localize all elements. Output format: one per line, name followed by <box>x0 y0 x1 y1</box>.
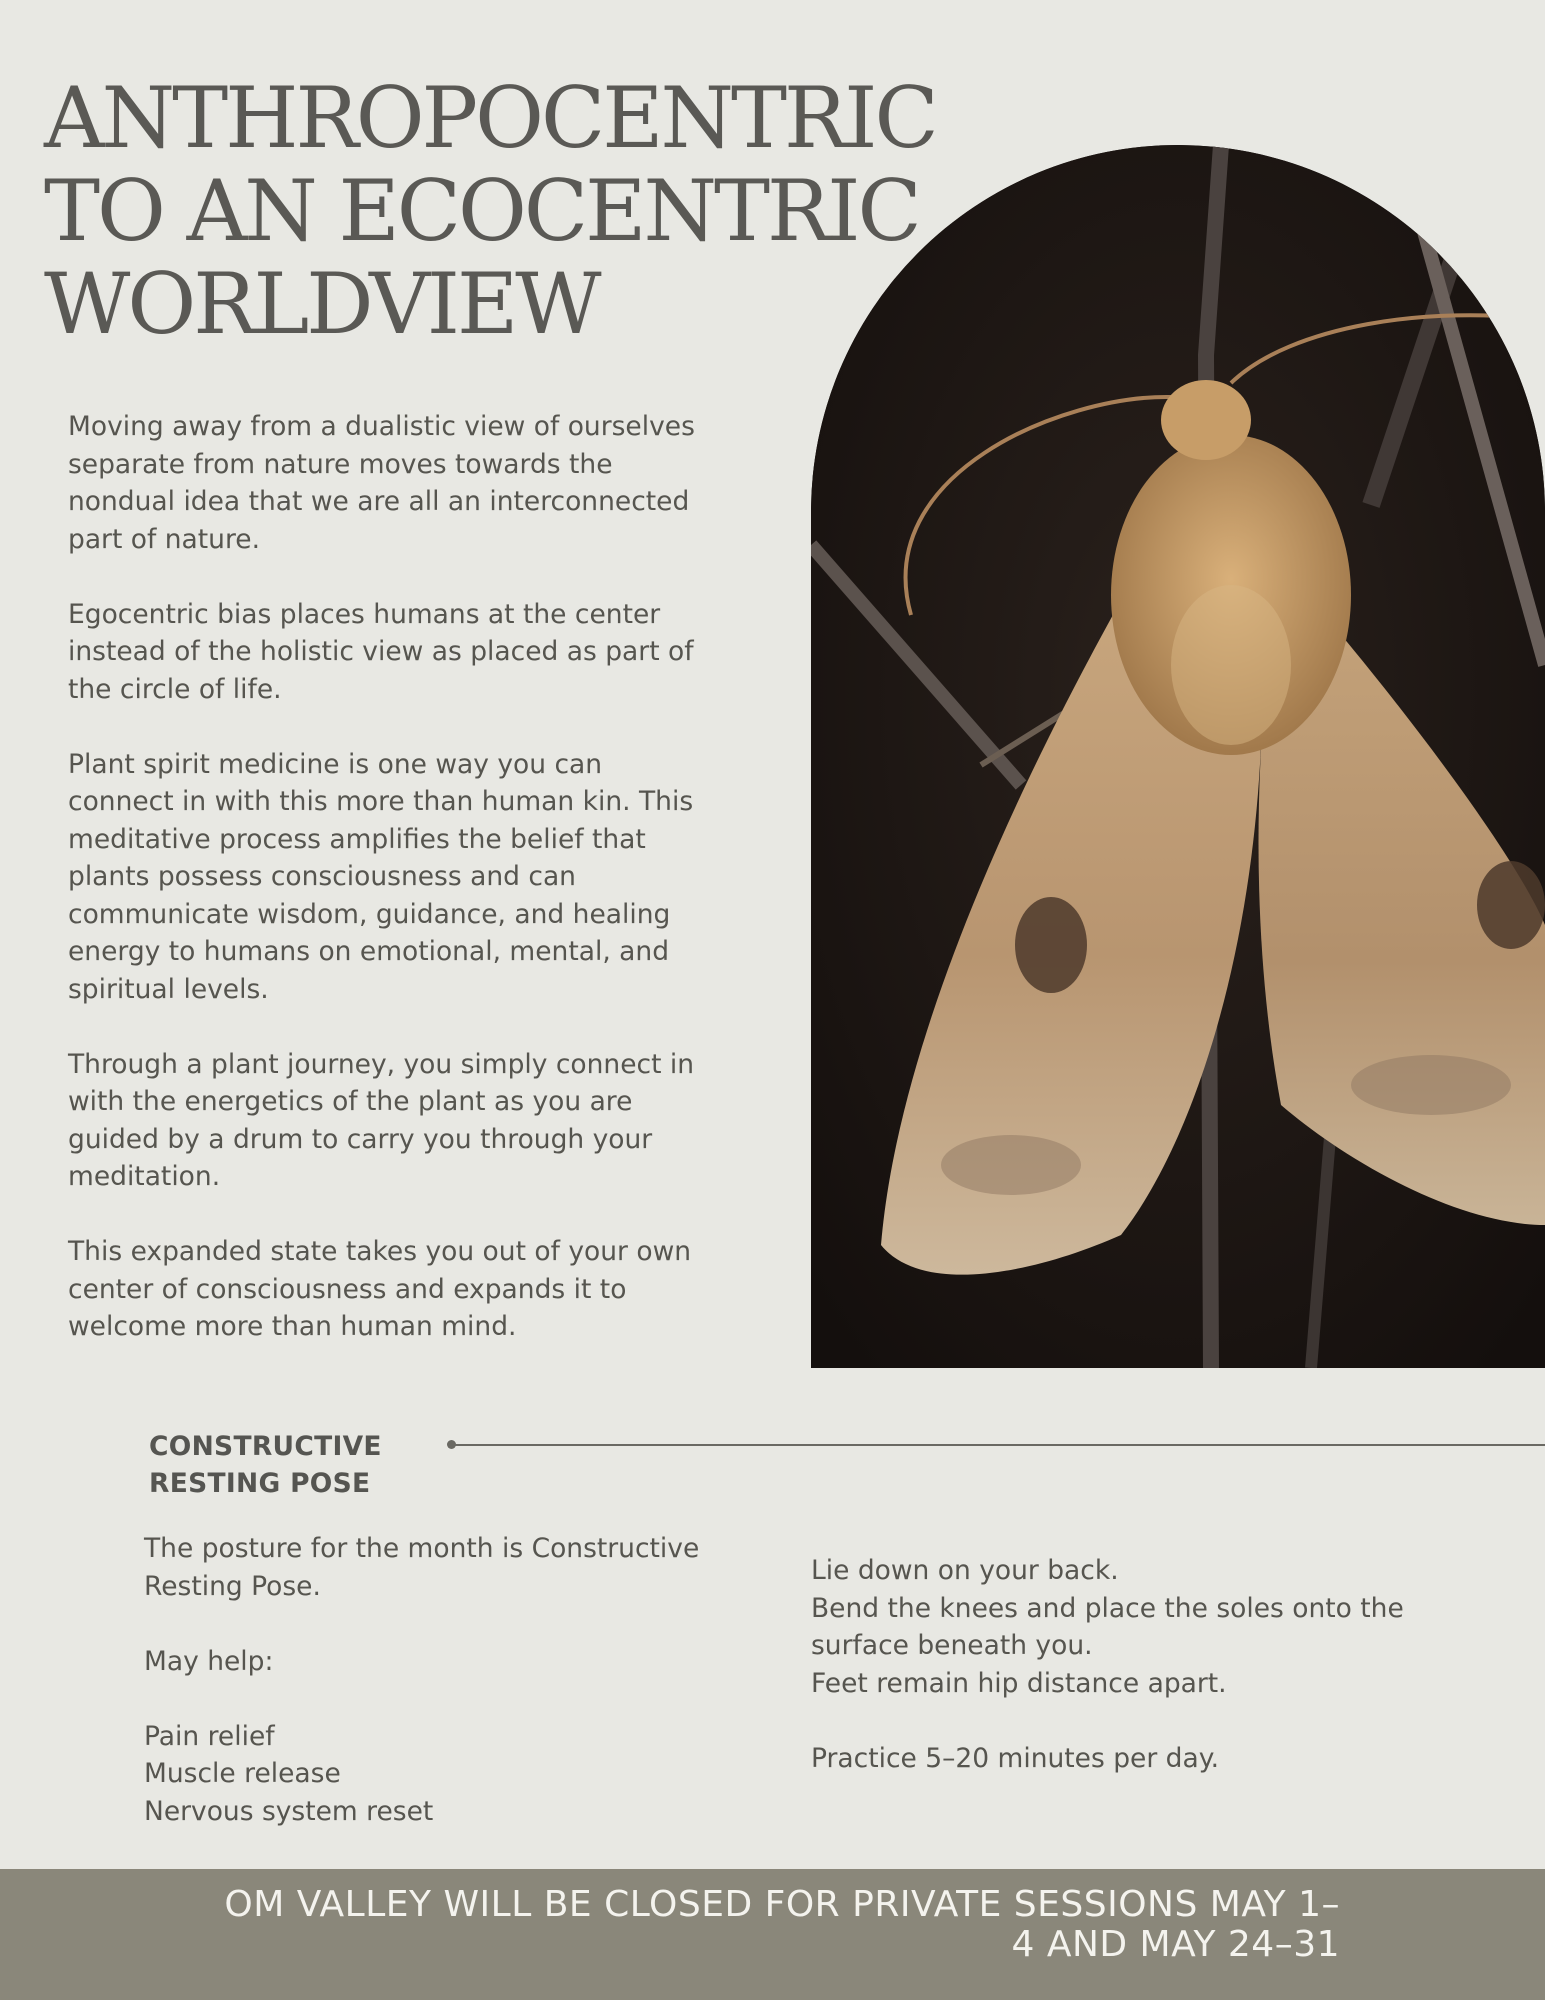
pose-intro: The posture for the month is Constructive Resting Pose. <box>144 1533 700 1602</box>
moth-illustration <box>811 145 1545 1368</box>
benefit-item: Pain relief <box>144 1720 275 1752</box>
title-line-3: WORLDVIEW <box>44 255 599 353</box>
intro-paragraph: Moving away from a dualistic view of ourselves separate from nature moves towards the nondual idea that we are all an interconnected part of nature. <box>68 411 695 555</box>
footer-banner <box>0 1869 1545 2000</box>
title-line-1: ANTHROPOCENTRIC <box>44 69 936 167</box>
pose-instructions <box>811 1552 1431 1777</box>
benefit-item: Nervous system reset <box>144 1795 434 1827</box>
title-line-2: TO AN ECOCENTRIC <box>44 162 919 260</box>
intro-paragraph: Through a plant journey, you simply connect in with the energetics of the plant as you are guided by a drum to carry you through your meditation. <box>68 1048 695 1192</box>
intro-paragraph: Plant spirit medicine is one way you can connect in with this more than human kin. This meditative process amplifies the belief that plants possess consciousness and can communicate wisdom, guidance, and healing energy to humans on emotional, mental, and spiritual levels. <box>68 748 694 1005</box>
intro-text <box>68 408 708 1383</box>
intro-paragraph: This expanded state takes you out of your own center of consciousness and expands it to welcome more than human mind. <box>68 1236 692 1342</box>
closure-notice-line-2: 4 AND MAY 24–31 <box>1011 1924 1340 1965</box>
instruction-item: Lie down on your back. <box>811 1555 1119 1586</box>
practice-duration: Practice 5–20 minutes per day. <box>811 1742 1220 1774</box>
section-heading-line-2: RESTING POSE <box>149 1468 371 1499</box>
section-heading-line-1: CONSTRUCTIVE <box>149 1431 382 1462</box>
may-help-label: May help: <box>144 1645 274 1677</box>
instruction-item: Bend the knees and place the soles onto the surface beneath you. <box>811 1592 1404 1661</box>
instruction-item: Feet remain hip distance apart. <box>811 1667 1227 1699</box>
intro-paragraph: Egocentric bias places humans at the center instead of the holistic view as placed as part of the circle of life. <box>68 598 694 705</box>
benefit-item: Muscle release <box>144 1758 341 1789</box>
section-heading <box>149 1428 449 1502</box>
pose-overview <box>144 1530 764 1830</box>
page-title <box>44 69 944 353</box>
closure-notice-line-1: OM VALLEY WILL BE CLOSED FOR PRIVATE SESSIONS MAY 1– <box>224 1884 1340 1925</box>
moth-photo <box>811 145 1545 1368</box>
divider-line <box>452 1444 1545 1446</box>
closure-notice <box>40 1885 1340 1965</box>
